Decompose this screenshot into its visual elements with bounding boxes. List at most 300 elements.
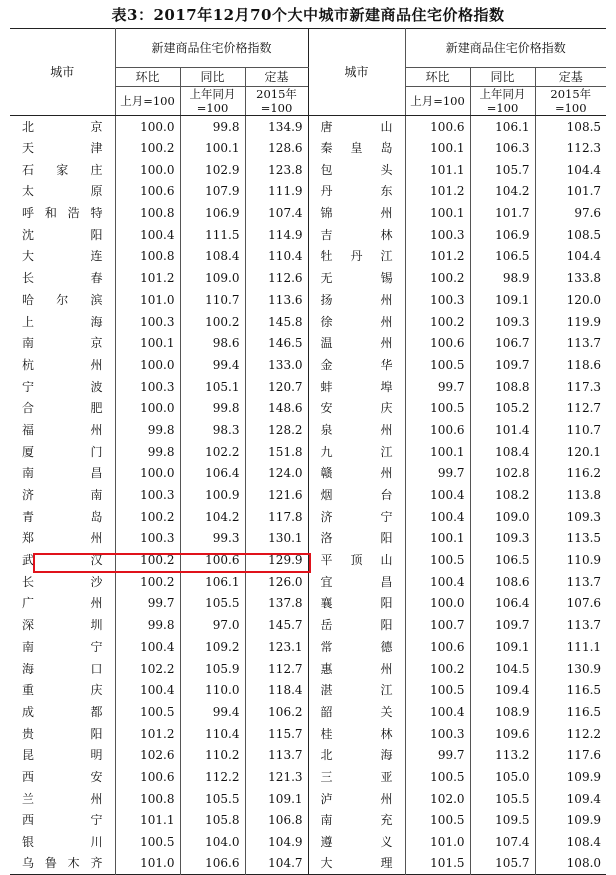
yoy-cell-right: 105.0 <box>470 766 535 788</box>
mom-cell-left: 100.4 <box>115 636 180 658</box>
base-cell-left: 148.6 <box>245 397 308 419</box>
city-cell-right: 牡丹江 <box>308 246 405 268</box>
city-cell-left: 石家庄 <box>22 162 103 177</box>
yoy-cell-right: 106.5 <box>470 246 535 268</box>
base-cell-left: 134.9 <box>245 116 308 138</box>
mom-cell-right: 99.7 <box>405 376 470 398</box>
base-cell-left: 104.7 <box>245 853 308 875</box>
mom-cell-right: 100.4 <box>405 506 470 528</box>
city-cell-right: 温州 <box>308 332 405 354</box>
mom-cell-right: 100.4 <box>405 571 470 593</box>
city-cell-right: 九江 <box>308 441 405 463</box>
table-row <box>10 701 606 723</box>
table-row <box>10 636 606 658</box>
table-row <box>10 463 606 485</box>
mom-cell-right: 100.4 <box>405 484 470 506</box>
yoy-cell-right: 105.7 <box>470 159 535 181</box>
city-cell-left: 沈阳 <box>22 227 103 242</box>
index-group-header-left: 新建商品住宅价格指数 <box>115 29 308 68</box>
yoy-cell-left: 111.5 <box>180 224 245 246</box>
yoy-cell-right: 104.2 <box>470 181 535 203</box>
yoy-cell-right: 102.8 <box>470 463 535 485</box>
city-cell-left: 成都 <box>22 704 103 719</box>
city-cell-right: 秦皇岛 <box>308 137 405 159</box>
city-cell-left: 西安 <box>22 769 103 784</box>
mom-cell-left: 101.2 <box>115 723 180 745</box>
table-row <box>10 397 606 419</box>
base-cell-left: 121.6 <box>245 484 308 506</box>
base-cell-right: 111.1 <box>535 636 606 658</box>
mom-cell-left: 100.0 <box>115 463 180 485</box>
base-cell-right: 104.4 <box>535 246 606 268</box>
mom-cell-right: 101.0 <box>405 831 470 853</box>
yoy-cell-right: 104.5 <box>470 658 535 680</box>
yoy-cell-right: 106.7 <box>470 332 535 354</box>
mom-cell-right: 101.2 <box>405 181 470 203</box>
yoy-cell-right: 101.4 <box>470 419 535 441</box>
yoy-cell-right: 105.5 <box>470 788 535 810</box>
base-cell-right: 108.0 <box>535 853 606 875</box>
base-cell-left: 129.9 <box>245 549 308 571</box>
yoy-cell-left: 102.2 <box>180 441 245 463</box>
city-cell-left: 呼和浩特 <box>22 206 103 221</box>
base-header-left: 定基 <box>245 68 308 87</box>
mom-cell-left: 99.8 <box>115 419 180 441</box>
yoy-cell-left: 99.8 <box>180 397 245 419</box>
yoy-cell-left: 97.0 <box>180 614 245 636</box>
mom-cell-right: 100.6 <box>405 332 470 354</box>
city-column-header-right: 城市 <box>308 29 405 116</box>
yoy-cell-right: 106.9 <box>470 224 535 246</box>
mom-base-left: 上月=100 <box>115 87 180 116</box>
mom-cell-left: 101.0 <box>115 853 180 875</box>
mom-cell-left: 100.2 <box>115 571 180 593</box>
mom-cell-left: 100.3 <box>115 528 180 550</box>
yoy-cell-left: 105.5 <box>180 788 245 810</box>
base-cell-left: 123.1 <box>245 636 308 658</box>
yoy-cell-left: 99.8 <box>180 116 245 138</box>
base-cell-left: 118.4 <box>245 679 308 701</box>
base-cell-left: 107.4 <box>245 202 308 224</box>
city-cell-left: 贵阳 <box>22 726 103 741</box>
city-cell-right: 三亚 <box>308 766 405 788</box>
mom-cell-right: 100.6 <box>405 636 470 658</box>
base-cell-left: 124.0 <box>245 463 308 485</box>
base-base-right: 2015年=100 <box>535 87 606 116</box>
city-cell-right: 泸州 <box>308 788 405 810</box>
yoy-cell-right: 106.4 <box>470 593 535 615</box>
yoy-cell-right: 109.3 <box>470 311 535 333</box>
table-row <box>10 744 606 766</box>
city-cell-right: 丹东 <box>308 181 405 203</box>
yoy-cell-left: 106.4 <box>180 463 245 485</box>
mom-cell-right: 100.2 <box>405 658 470 680</box>
city-cell-left: 兰州 <box>22 791 103 806</box>
base-cell-right: 110.7 <box>535 419 606 441</box>
city-cell-left: 西宁 <box>22 813 103 828</box>
mom-cell-right: 100.6 <box>405 419 470 441</box>
city-cell-left: 太原 <box>22 184 103 199</box>
table-row <box>10 506 606 528</box>
table-row <box>10 332 606 354</box>
mom-cell-right: 101.5 <box>405 853 470 875</box>
mom-cell-left: 100.8 <box>115 246 180 268</box>
city-cell-right: 北海 <box>308 744 405 766</box>
mom-cell-left: 100.5 <box>115 701 180 723</box>
city-cell-right: 平顶山 <box>308 549 405 571</box>
city-cell-right: 大理 <box>308 853 405 875</box>
city-cell-right: 无锡 <box>308 267 405 289</box>
table-row <box>10 224 606 246</box>
table-row <box>10 788 606 810</box>
yoy-cell-right: 106.5 <box>470 549 535 571</box>
yoy-cell-left: 98.6 <box>180 332 245 354</box>
mom-cell-left: 101.2 <box>115 267 180 289</box>
mom-cell-right: 100.5 <box>405 810 470 832</box>
city-cell-right: 遵义 <box>308 831 405 853</box>
base-cell-left: 117.8 <box>245 506 308 528</box>
mom-cell-right: 100.1 <box>405 441 470 463</box>
city-cell-left: 济南 <box>22 488 103 503</box>
base-cell-right: 109.9 <box>535 766 606 788</box>
city-cell-right: 包头 <box>308 159 405 181</box>
city-cell-left: 宁波 <box>22 379 103 394</box>
base-cell-right: 113.7 <box>535 614 606 636</box>
city-cell-left: 昆明 <box>22 748 103 763</box>
city-cell-left: 南昌 <box>22 466 103 481</box>
city-cell-left: 重庆 <box>22 683 103 698</box>
yoy-cell-right: 108.2 <box>470 484 535 506</box>
yoy-cell-left: 110.7 <box>180 289 245 311</box>
table-row <box>10 593 606 615</box>
mom-cell-left: 102.2 <box>115 658 180 680</box>
yoy-cell-left: 105.8 <box>180 810 245 832</box>
yoy-cell-left: 106.1 <box>180 571 245 593</box>
base-cell-left: 113.6 <box>245 289 308 311</box>
base-cell-right: 107.6 <box>535 593 606 615</box>
yoy-cell-right: 105.2 <box>470 397 535 419</box>
table-row <box>10 549 606 571</box>
base-cell-right: 109.9 <box>535 810 606 832</box>
mom-cell-left: 100.3 <box>115 376 180 398</box>
yoy-cell-left: 99.3 <box>180 528 245 550</box>
yoy-cell-left: 105.1 <box>180 376 245 398</box>
city-cell-left: 广州 <box>22 596 103 611</box>
table-row <box>10 311 606 333</box>
city-cell-right: 徐州 <box>308 311 405 333</box>
mom-cell-left: 100.2 <box>115 549 180 571</box>
table-row <box>10 246 606 268</box>
base-cell-right: 108.5 <box>535 116 606 138</box>
yoy-cell-left: 100.1 <box>180 137 245 159</box>
mom-cell-right: 100.5 <box>405 397 470 419</box>
base-cell-left: 120.7 <box>245 376 308 398</box>
mom-cell-left: 100.5 <box>115 831 180 853</box>
city-cell-right: 桂林 <box>308 723 405 745</box>
base-cell-right: 112.7 <box>535 397 606 419</box>
yoy-cell-left: 104.0 <box>180 831 245 853</box>
yoy-cell-left: 105.9 <box>180 658 245 680</box>
base-cell-right: 101.7 <box>535 181 606 203</box>
base-cell-left: 113.7 <box>245 744 308 766</box>
mom-cell-right: 100.5 <box>405 354 470 376</box>
city-cell-right: 唐山 <box>308 116 405 138</box>
base-base-left: 2015年=100 <box>245 87 308 116</box>
city-cell-right: 韶关 <box>308 701 405 723</box>
mom-cell-right: 100.2 <box>405 311 470 333</box>
base-cell-left: 133.0 <box>245 354 308 376</box>
yoy-cell-left: 106.6 <box>180 853 245 875</box>
mom-cell-right: 99.7 <box>405 463 470 485</box>
base-cell-left: 130.1 <box>245 528 308 550</box>
yoy-cell-right: 106.3 <box>470 137 535 159</box>
yoy-cell-right: 109.1 <box>470 289 535 311</box>
city-cell-left: 南宁 <box>22 639 103 654</box>
city-cell-left: 海口 <box>22 661 103 676</box>
base-cell-left: 145.8 <box>245 311 308 333</box>
mom-cell-right: 100.1 <box>405 137 470 159</box>
city-cell-right: 泉州 <box>308 419 405 441</box>
mom-cell-left: 100.1 <box>115 332 180 354</box>
mom-cell-right: 100.0 <box>405 593 470 615</box>
yoy-cell-right: 109.6 <box>470 723 535 745</box>
mom-cell-right: 102.0 <box>405 788 470 810</box>
base-cell-left: 123.8 <box>245 159 308 181</box>
yoy-cell-left: 110.4 <box>180 723 245 745</box>
mom-cell-left: 101.0 <box>115 289 180 311</box>
yoy-base-right: 上年同月=100 <box>470 87 535 116</box>
yoy-header-right: 同比 <box>470 68 535 87</box>
mom-cell-left: 99.7 <box>115 593 180 615</box>
city-cell-right: 岳阳 <box>308 614 405 636</box>
base-cell-left: 106.8 <box>245 810 308 832</box>
base-cell-left: 115.7 <box>245 723 308 745</box>
mom-cell-right: 100.1 <box>405 528 470 550</box>
base-cell-right: 113.7 <box>535 332 606 354</box>
table-header <box>10 29 606 116</box>
mom-cell-right: 100.5 <box>405 549 470 571</box>
table-row <box>10 658 606 680</box>
mom-cell-left: 100.6 <box>115 766 180 788</box>
yoy-cell-left: 109.2 <box>180 636 245 658</box>
base-cell-right: 116.5 <box>535 679 606 701</box>
yoy-cell-left: 110.2 <box>180 744 245 766</box>
mom-cell-right: 100.6 <box>405 116 470 138</box>
city-cell-left: 杭州 <box>22 357 103 372</box>
table-row <box>10 810 606 832</box>
base-cell-right: 112.2 <box>535 723 606 745</box>
base-cell-right: 110.9 <box>535 549 606 571</box>
yoy-cell-left: 108.4 <box>180 246 245 268</box>
base-cell-right: 116.2 <box>535 463 606 485</box>
city-cell-left: 武汉 <box>22 553 103 568</box>
yoy-cell-left: 98.3 <box>180 419 245 441</box>
yoy-cell-left: 107.9 <box>180 181 245 203</box>
yoy-cell-right: 109.0 <box>470 506 535 528</box>
city-cell-left: 哈尔滨 <box>22 292 103 307</box>
city-cell-left: 大连 <box>22 249 103 264</box>
table-row <box>10 376 606 398</box>
base-cell-right: 120.1 <box>535 441 606 463</box>
mom-cell-right: 100.3 <box>405 723 470 745</box>
mom-base-right: 上月=100 <box>405 87 470 116</box>
table-row <box>10 137 606 159</box>
city-cell-right: 安庆 <box>308 397 405 419</box>
yoy-cell-left: 112.2 <box>180 766 245 788</box>
yoy-cell-left: 100.9 <box>180 484 245 506</box>
base-cell-right: 130.9 <box>535 658 606 680</box>
base-cell-right: 113.7 <box>535 571 606 593</box>
yoy-header-left: 同比 <box>180 68 245 87</box>
yoy-cell-left: 99.4 <box>180 701 245 723</box>
yoy-cell-right: 108.6 <box>470 571 535 593</box>
mom-cell-right: 99.7 <box>405 744 470 766</box>
yoy-cell-right: 109.7 <box>470 614 535 636</box>
city-cell-left: 长沙 <box>22 574 103 589</box>
yoy-cell-right: 109.3 <box>470 528 535 550</box>
base-cell-left: 112.6 <box>245 267 308 289</box>
yoy-cell-right: 105.7 <box>470 853 535 875</box>
mom-cell-right: 100.3 <box>405 224 470 246</box>
table-row <box>10 267 606 289</box>
table-row <box>10 571 606 593</box>
yoy-cell-right: 108.4 <box>470 441 535 463</box>
base-cell-left: 126.0 <box>245 571 308 593</box>
yoy-cell-left: 100.6 <box>180 549 245 571</box>
yoy-cell-right: 109.1 <box>470 636 535 658</box>
city-cell-right: 常德 <box>308 636 405 658</box>
base-cell-left: 137.8 <box>245 593 308 615</box>
yoy-cell-right: 109.4 <box>470 679 535 701</box>
table-row <box>10 723 606 745</box>
mom-header-right: 环比 <box>405 68 470 87</box>
city-column-header-left: 城市 <box>10 29 115 116</box>
city-cell-right: 锦州 <box>308 202 405 224</box>
base-cell-right: 109.4 <box>535 788 606 810</box>
yoy-cell-left: 106.9 <box>180 202 245 224</box>
city-cell-left: 乌鲁木齐 <box>22 856 103 871</box>
city-cell-left: 福州 <box>22 422 103 437</box>
mom-cell-left: 100.0 <box>115 397 180 419</box>
city-cell-right: 南充 <box>308 810 405 832</box>
base-cell-right: 117.3 <box>535 376 606 398</box>
city-cell-left: 北京 <box>22 119 103 134</box>
mom-cell-right: 100.2 <box>405 267 470 289</box>
city-cell-right: 宜昌 <box>308 571 405 593</box>
mom-cell-right: 100.5 <box>405 766 470 788</box>
base-cell-right: 109.3 <box>535 506 606 528</box>
mom-cell-left: 100.6 <box>115 181 180 203</box>
city-cell-right: 金华 <box>308 354 405 376</box>
base-cell-right: 133.8 <box>535 267 606 289</box>
base-cell-left: 109.1 <box>245 788 308 810</box>
table-row <box>10 528 606 550</box>
base-cell-left: 111.9 <box>245 181 308 203</box>
city-cell-right: 襄阳 <box>308 593 405 615</box>
mom-cell-left: 102.6 <box>115 744 180 766</box>
yoy-cell-right: 109.7 <box>470 354 535 376</box>
base-cell-right: 97.6 <box>535 202 606 224</box>
mom-cell-right: 101.2 <box>405 246 470 268</box>
table-row <box>10 853 606 875</box>
table-row <box>10 441 606 463</box>
city-cell-right: 惠州 <box>308 658 405 680</box>
yoy-cell-right: 113.2 <box>470 744 535 766</box>
mom-cell-left: 100.2 <box>115 137 180 159</box>
yoy-cell-right: 108.9 <box>470 701 535 723</box>
city-cell-left: 天津 <box>22 141 103 156</box>
table-row <box>10 354 606 376</box>
index-group-header-right: 新建商品住宅价格指数 <box>405 29 606 68</box>
mom-cell-left: 99.8 <box>115 441 180 463</box>
yoy-cell-left: 110.0 <box>180 679 245 701</box>
base-cell-right: 113.5 <box>535 528 606 550</box>
mom-cell-left: 100.8 <box>115 202 180 224</box>
base-cell-left: 110.4 <box>245 246 308 268</box>
city-cell-left: 长春 <box>22 271 103 286</box>
base-cell-left: 112.7 <box>245 658 308 680</box>
base-cell-right: 119.9 <box>535 311 606 333</box>
city-cell-left: 合肥 <box>22 401 103 416</box>
table-row <box>10 181 606 203</box>
mom-cell-left: 100.0 <box>115 159 180 181</box>
base-cell-left: 121.3 <box>245 766 308 788</box>
yoy-base-left: 上年同月=100 <box>180 87 245 116</box>
mom-cell-left: 99.8 <box>115 614 180 636</box>
base-cell-left: 128.2 <box>245 419 308 441</box>
table-row <box>10 484 606 506</box>
mom-cell-left: 100.3 <box>115 311 180 333</box>
table-row <box>10 831 606 853</box>
base-cell-right: 116.5 <box>535 701 606 723</box>
mom-header-left: 环比 <box>115 68 180 87</box>
mom-cell-left: 100.8 <box>115 788 180 810</box>
mom-cell-right: 100.3 <box>405 289 470 311</box>
base-cell-right: 117.6 <box>535 744 606 766</box>
base-cell-left: 128.6 <box>245 137 308 159</box>
city-cell-left: 厦门 <box>22 444 103 459</box>
yoy-cell-right: 101.7 <box>470 202 535 224</box>
table-row <box>10 289 606 311</box>
yoy-cell-right: 106.1 <box>470 116 535 138</box>
table-title: 表3：2017年12月70个大中城市新建商品住宅价格指数 <box>111 6 505 24</box>
city-cell-left: 上海 <box>22 314 103 329</box>
city-cell-right: 湛江 <box>308 679 405 701</box>
base-cell-left: 106.2 <box>245 701 308 723</box>
city-cell-right: 烟台 <box>308 484 405 506</box>
base-cell-right: 108.4 <box>535 831 606 853</box>
base-cell-left: 145.7 <box>245 614 308 636</box>
base-cell-right: 118.6 <box>535 354 606 376</box>
table-row <box>10 159 606 181</box>
base-cell-right: 104.4 <box>535 159 606 181</box>
mom-cell-left: 101.1 <box>115 810 180 832</box>
yoy-cell-left: 102.9 <box>180 159 245 181</box>
mom-cell-left: 100.4 <box>115 679 180 701</box>
city-cell-left: 银川 <box>22 835 103 850</box>
table-body <box>10 116 606 875</box>
city-cell-left: 南京 <box>22 336 103 351</box>
table-row <box>10 202 606 224</box>
mom-cell-right: 101.1 <box>405 159 470 181</box>
table-row <box>10 614 606 636</box>
yoy-cell-right: 109.5 <box>470 810 535 832</box>
yoy-cell-right: 98.9 <box>470 267 535 289</box>
mom-cell-right: 100.1 <box>405 202 470 224</box>
mom-cell-right: 100.7 <box>405 614 470 636</box>
base-cell-left: 151.8 <box>245 441 308 463</box>
base-header-right: 定基 <box>535 68 606 87</box>
